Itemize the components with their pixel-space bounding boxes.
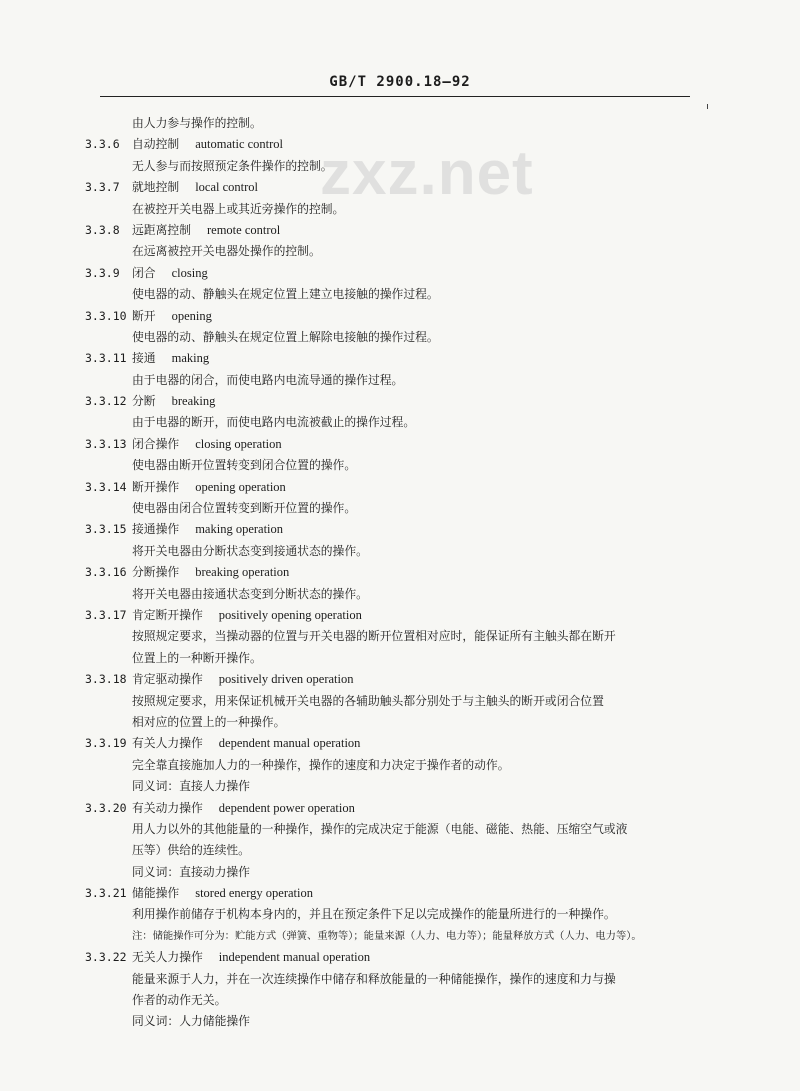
term-chinese: 远距离控制 [132,222,191,237]
term-entry [0,883,800,904]
term-chinese: 有关人力操作 [132,736,203,751]
definition-line [0,199,800,220]
definition-line [0,648,800,669]
term-heading [132,947,370,968]
clause-number: 3.3.9 [85,265,120,280]
line-text: 无人参与而按照预定条件操作的控制。 [132,158,333,173]
page-header: GB/T 2900.18—92 [329,74,471,90]
definition-line [0,541,800,562]
line-text: 在远离被控开关电器处操作的控制。 [132,244,321,259]
term-english: independent manual operation [218,950,371,965]
term-english: closing operation [195,436,282,451]
term-english: positively opening operation [218,607,362,622]
term-heading [132,434,282,455]
term-heading [132,798,355,819]
note-line [0,926,800,947]
definition-line [0,370,800,391]
clause-number: 3.3.19 [85,736,127,751]
clause-number: 3.3.15 [85,522,127,537]
line-text: 能量来源于人力，并在一次连续操作中储存和释放能量的一种储能操作，操作的速度和力与操 [132,971,616,986]
term-entry [0,306,800,327]
term-chinese: 有关动力操作 [132,800,203,815]
definition-line [0,113,800,134]
line-text: 同义词：直接动力操作 [132,864,250,879]
definition-line [0,969,800,990]
term-heading [132,883,313,904]
term-heading [132,220,280,241]
term-entry [0,177,800,198]
line-text: 作者的动作无关。 [132,993,227,1008]
definition-line [0,498,800,519]
term-chinese: 分断 [132,394,156,409]
term-chinese: 自动控制 [132,137,180,152]
term-english: opening [171,308,212,323]
line-text: 同义词：直接人力操作 [132,779,250,794]
definition-line [0,584,800,605]
definition-line [0,241,800,262]
clause-number: 3.3.20 [85,800,127,815]
term-entry [0,947,800,968]
definition-line [0,819,800,840]
term-entry [0,733,800,754]
term-chinese: 接通 [132,351,156,366]
term-entry [0,391,800,412]
document-body [0,113,800,1033]
term-english: dependent manual operation [218,736,361,751]
line-text: 注：储能操作可分为：贮能方式（弹簧、重物等）；能量来源（人力、电力等）；能量释放方式（人力、电力等）。 [132,929,642,942]
line-text: 由于电器的闭合，而使电路内电流导通的操作过程。 [132,372,404,387]
term-chinese: 无关人力操作 [132,950,203,965]
definition-line [0,990,800,1011]
definition-line [0,755,800,776]
line-text: 利用操作前储存于机构本身内的，并且在预定条件下足以完成操作的能量所进行的一种操作。 [132,907,616,922]
definition-line [0,862,800,883]
term-heading [132,477,286,498]
line-text: 用人力以外的其他能量的一种操作，操作的完成决定于能源（电能、磁能、热能、压缩空气或液 [132,821,628,836]
term-chinese: 闭合 [132,265,156,280]
line-text: 按照规定要求，当操动器的位置与开关电器的断开位置相对应时，能保证所有主触头都在断开 [132,629,616,644]
line-text: 使电器的动、静触头在规定位置上解除电接触的操作过程。 [132,329,439,344]
term-chinese: 分断操作 [132,565,180,580]
term-chinese: 闭合操作 [132,436,180,451]
line-text: 按照规定要求，用来保证机械开关电器的各辅助触头都分别处于与主触头的断开或闭合位置 [132,693,604,708]
term-heading [132,562,289,583]
clause-number: 3.3.18 [85,672,127,687]
term-english: closing [171,265,208,280]
clause-number: 3.3.22 [85,950,127,965]
term-entry [0,220,800,241]
term-chinese: 断开 [132,308,156,323]
term-chinese: 接通操作 [132,522,180,537]
term-english: opening operation [195,479,286,494]
definition-line [0,840,800,861]
definition-line [0,412,800,433]
clause-number: 3.3.21 [85,886,127,901]
line-text: 位置上的一种断开操作。 [132,650,262,665]
clause-number: 3.3.16 [85,565,127,580]
line-text: 相对应的位置上的一种操作。 [132,714,286,729]
term-heading [132,348,209,369]
term-english: stored energy operation [195,886,313,901]
clause-number: 3.3.17 [85,607,127,622]
term-heading [132,519,283,540]
term-heading [132,669,354,690]
watermark: zxz.net [320,139,534,208]
clause-number: 3.3.8 [85,222,120,237]
term-english: local control [195,180,259,195]
definition-line [0,455,800,476]
term-chinese: 就地控制 [132,180,180,195]
term-english: dependent power operation [218,800,355,815]
clause-number: 3.3.10 [85,308,127,323]
definition-line [0,1011,800,1032]
term-chinese: 肯定驱动操作 [132,672,203,687]
term-entry [0,562,800,583]
line-text: 压等）供给的连续性。 [132,843,250,858]
line-text: 将开关电器由接通状态变到分断状态的操作。 [132,586,368,601]
term-heading [132,391,215,412]
definition-line [0,284,800,305]
term-chinese: 断开操作 [132,479,180,494]
term-heading [132,605,362,626]
term-entry [0,798,800,819]
clause-number: 3.3.6 [85,137,120,152]
clause-number: 3.3.11 [85,351,127,366]
definition-line [0,156,800,177]
definition-line [0,776,800,797]
line-text: 由人力参与操作的控制。 [132,116,262,130]
line-text: 完全靠直接施加人力的一种操作，操作的速度和力决定于操作者的动作。 [132,757,510,772]
term-entry [0,605,800,626]
clause-number: 3.3.12 [85,394,127,409]
line-text: 使电器的动、静触头在规定位置上建立电接触的操作过程。 [132,287,439,302]
term-entry [0,669,800,690]
line-text: 使电器由断开位置转变到闭合位置的操作。 [132,458,357,473]
term-entry [0,519,800,540]
term-entry [0,348,800,369]
definition-line [0,691,800,712]
line-text: 在被控开关电器上或其近旁操作的控制。 [132,201,345,216]
definition-line [0,327,800,348]
clause-number: 3.3.13 [85,436,127,451]
term-entry [0,477,800,498]
term-heading [132,177,258,198]
header-rule [100,96,690,97]
term-heading [132,306,212,327]
clause-number: 3.3.7 [85,180,120,195]
margin-mark [707,104,708,109]
term-entry [0,134,800,155]
term-english: positively driven operation [218,672,354,687]
term-english: making operation [195,522,284,537]
definition-line [0,626,800,647]
term-entry [0,434,800,455]
line-text: 将开关电器由分断状态变到接通状态的操作。 [132,543,368,558]
term-heading [132,134,283,155]
term-english: remote control [207,222,281,237]
clause-number: 3.3.14 [85,479,127,494]
term-english: making [171,351,210,366]
definition-line [0,712,800,733]
term-chinese: 肯定断开操作 [132,607,203,622]
definition-line [0,904,800,925]
line-text: 同义词：人力储能操作 [132,1014,250,1029]
term-heading [132,733,360,754]
term-english: breaking operation [195,565,290,580]
term-english: automatic control [195,137,284,152]
line-text: 由于电器的断开，而使电路内电流被截止的操作过程。 [132,415,416,430]
line-text: 使电器由闭合位置转变到断开位置的操作。 [132,501,357,516]
term-heading [132,263,208,284]
term-entry [0,263,800,284]
term-english: breaking [171,394,216,409]
term-chinese: 储能操作 [132,886,180,901]
